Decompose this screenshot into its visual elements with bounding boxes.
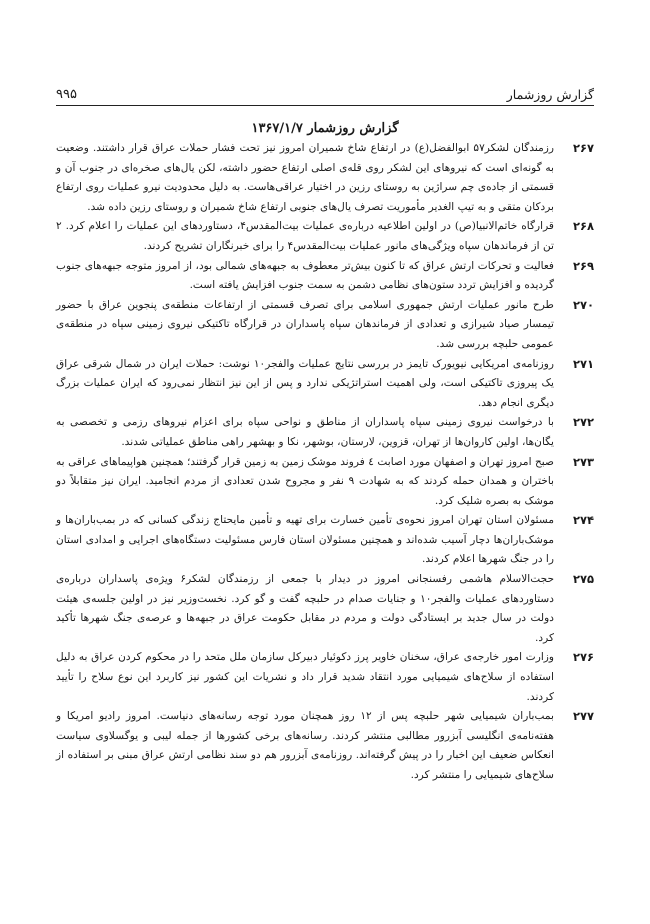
entry-number: ۲۶۷ (572, 141, 594, 155)
entry-text: فعالیت و تحرکات ارتش عراق که تا کنون بیش‌تر معطوف به جبهه‌های شمالی بود، از امروز متوجه جبهه‌های جنوب گردیده و افزایش تردد ستون‌های نظامی دشمن به سمت جنوب افزایش یافته است. (56, 259, 554, 292)
entry-text: بمب‌باران شیمیایی شهر حلبچه پس از ۱۲ روز همچنان مورد توجه رسانه‌های دنیاست. امروز رادیو امریکا و هفته‌نامه‌ی انگلیسی آبزرور مطالبی منتشر کردند. رسانه‌های برخی کشورها از جمله لیبی و یوگسلاوی سیاست انعکاس ضعیف این اخبار را در پیش گرفته‌اند. روزنامه‌ی آبزرور هم دو سند نظامی ارتش عراق مبنی بر استفاده از سلاح‌های شیمیایی را منتشر کرد. (56, 710, 554, 781)
entry-item (56, 139, 594, 217)
entry-text: رزمندگان لشکر۵۷ ابوالفضل(ع) در ارتفاع شاخ شمیران امروز نیز تحت فشار حملات عراق قرار داشتند. وضعیت به گونه‌ای است که نیروهای این لشکر روی قله‌ی اصلی ارتفاع حضور داشته، لکن یال‌های صخره‌ای در جنوب آن و قسمتی از جاده‌ی چم سراژین به روستای رزین در اختیار عراقی‌هاست. به دلیل محدودیت نیرو عملیات روی ارتفاع بردکان متقی و به تیپ الغدیر مأموریت تصرف یال‌های جنوبی ارتفاع شاخ شمیران و روستای رزین داده شد. (56, 142, 554, 213)
entry-item (56, 648, 594, 707)
entry-item (56, 257, 594, 296)
entry-number: ۲۷۶ (572, 650, 594, 665)
entry-number: ۲۷۷ (572, 709, 594, 724)
entry-list (56, 139, 594, 786)
entry-number: ۲۷۴ (572, 513, 594, 528)
entry-text: قرارگاه خاتم‌الانبیا(ص) در اولین اطلاعیه درباره‌ی عملیات بیت‌المقدس۴، دستاوردهای این عملیات را اعلام کرد. ۲ تن از فرماندهان سپاه ویژگی‌های مانور عملیات بیت‌المقدس۴ را برای خبرنگاران تشریح کردند. (56, 220, 554, 252)
entry-text: حجت‌الاسلام هاشمی رفسنجانی امروز در دیدار با جمعی از رزمندگان لشکر۶ ویژه‌ی پاسداران درباره‌ی دستاوردهای عملیات والفجر۱۰ و جنایات صدام در حلبچه گفت و گو کرد. نخست‌وزیر نیز در اولین جلسه‌ی هیئت دولت در سال جدید بر ایستادگی دولت و مردم در مقابل حکومت عراق در جبهه‌ها و عرصه‌ی جنگ شهرها تأکید کرد. (56, 573, 554, 644)
entry-number: ۲۷۱ (572, 356, 594, 371)
entry-number: ۲۷۳ (572, 454, 594, 469)
entry-number: ۲۶۹ (572, 258, 594, 273)
entry-number: ۲۷۵ (572, 572, 594, 587)
entry-text: مسئولان استان تهران امروز نحوه‌ی تأمین خسارت برای تهیه و تأمین مایحتاج زندگی کسانی که در بمب‌باران‌ها و موشک‌باران‌ها دچار آسیب شده‌اند و همچنین مسئولان استان فارس مسئولیت دستگاه‌های اجرایی و امدادی استان را در جنگ شهرها اعلام کردند. (56, 514, 554, 566)
entry-number: ۲۷۲ (572, 415, 594, 430)
page-number: ۹۹۵ (56, 87, 77, 102)
entry-number: ۲۷۰ (572, 297, 594, 312)
entry-text: روزنامه‌ی امریکایی نیویورک تایمز در بررسی نتایج عملیات والفجر۱۰ نوشت: حملات ایران در شمال شرقی عراق یک پیروزی تاکتیکی است، ولی اهمیت استراتژیکی ندارد و پس از این نیز انتظار نمی‌رود که ایران عملیات بزرگ دیگری انجام دهد. (56, 357, 554, 409)
entry-text: وزارت امور خارجه‌ی عراق، سخنان خاویر پرز دکوئیار دبیرکل سازمان ملل متحد را در محکوم کردن عراق به دلیل استفاده از سلاح‌های شیمیایی مورد انتقاد شدید قرار داد و نشریات این کشور نیز کاربرد این نوع سلاح را تأیید کردند. (56, 651, 554, 703)
entry-item (56, 511, 594, 570)
entry-number: ۲۶۸ (572, 219, 594, 234)
entry-text: با درخواست نیروی زمینی سپاه پاسداران از مناطق و نواحی سپاه برای اعزام نیروهای رزمی و تخصصی به یگان‌ها، اولین کاروان‌ها از تهران، قزوین، لارستان، بوشهر، نکا و بهشهر راهی مناطق عملیاتی شدند. (56, 416, 554, 448)
running-header (56, 78, 594, 106)
entry-item (56, 217, 594, 256)
entry-item (56, 707, 594, 785)
entry-item (56, 296, 594, 355)
entry-text: صبح امروز تهران و اصفهان مورد اصابت ٤ فروند موشک زمین به زمین قرار گرفتند؛ همچنین هواپیماهای عراقی به باختران و همدان حمله کردند که به شهادت ۹ نفر و مجروح شدن تعدادی از مردم انجامید. ایران نیز متقابلاً دو موشک به بصره شلیک کرد. (56, 455, 555, 507)
book-title: گزارش روزشمار (506, 87, 594, 102)
entry-item (56, 355, 594, 414)
entry-text: طرح مانور عملیات ارتش جمهوری اسلامی برای تصرف قسمتی از ارتفاعات منطقه‌ی پنجوین عراق با حضور تیمسار صیاد شیرازی و تعدادی از فرماندهان سپاه پاسداران در قرارگاه تاکتیکی نیروی زمینی سپاه در منطقه‌ی عمومی حلبچه بررسی شد. (56, 298, 554, 350)
entry-item (56, 453, 594, 512)
report-title: گزارش روزشمار ۱۳۶۷/۱/۷ (251, 121, 399, 136)
entry-item (56, 570, 594, 648)
entry-item (56, 413, 594, 452)
